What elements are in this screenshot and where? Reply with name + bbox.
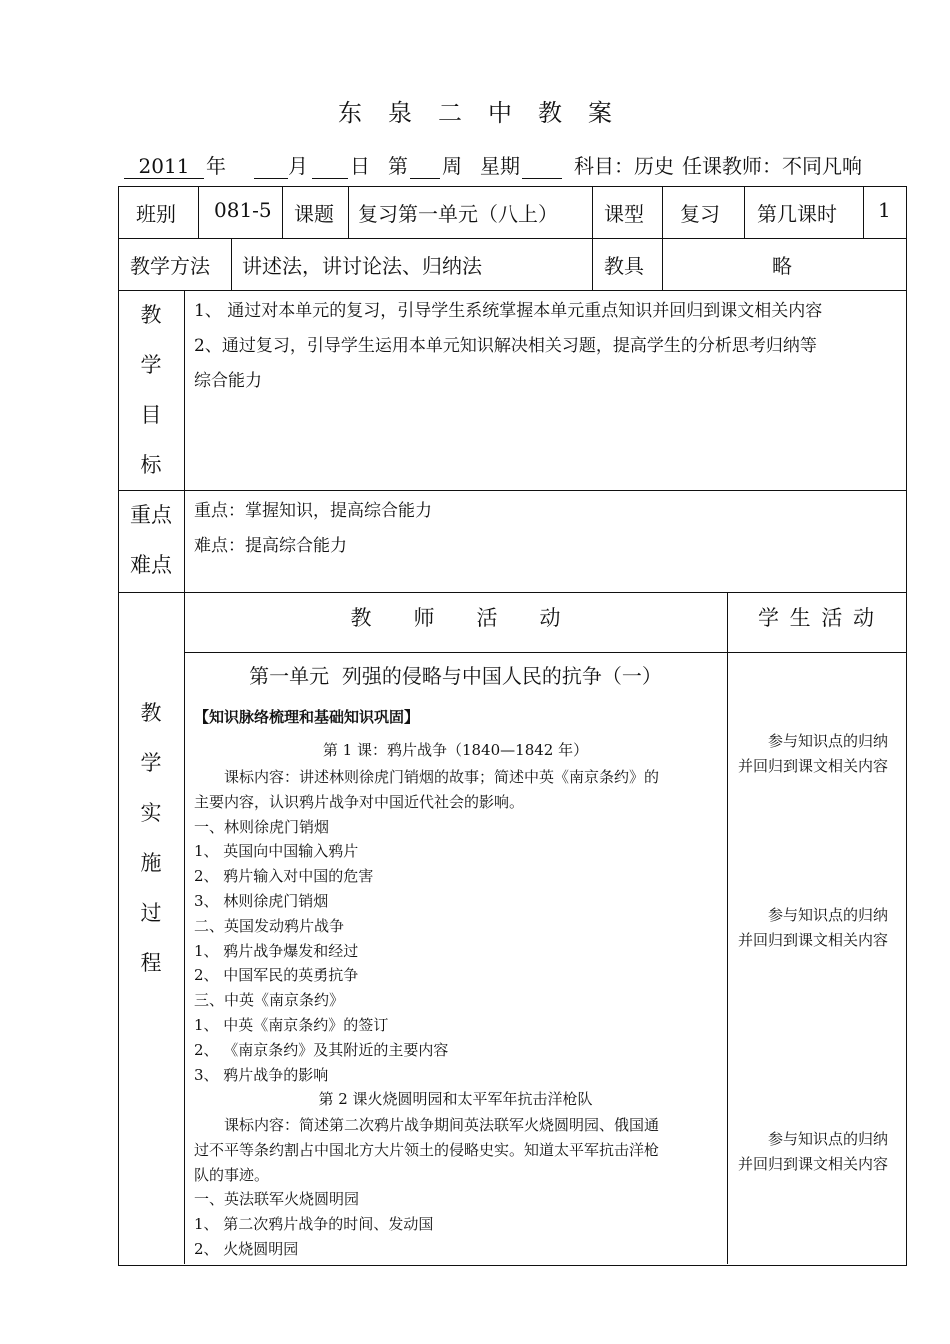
lesson2-line: 2、 火烧圆明园 bbox=[194, 1239, 299, 1258]
week-field bbox=[410, 154, 440, 179]
student-note: 参与知识点的归纳并回归到课文相关内容 bbox=[738, 732, 889, 775]
date-line bbox=[124, 150, 904, 179]
teacher-label: 任课教师：不同凡响 bbox=[682, 154, 862, 178]
class-label: 班别 bbox=[136, 202, 176, 226]
goals-content: 1、 通过对本单元的复习，引导学生系统掌握本单元重点知识并回归到课文相关内容 2、通过复习，引导学生运用本单元知识解决相关习题，提高学生的分析思考归纳等 综合能力 bbox=[194, 301, 823, 391]
lesson1-line: 3、 鸦片战争的影响 bbox=[194, 1065, 329, 1084]
day-field bbox=[312, 154, 348, 179]
lesson1-line: 1、 鸦片战争爆发和经过 bbox=[194, 941, 359, 960]
period-label: 第几课时 bbox=[757, 202, 837, 226]
lesson1-line: 2、 鸦片输入对中国的危害 bbox=[194, 867, 374, 886]
class-value: 081-5 bbox=[214, 198, 272, 222]
student-activity-header: 学 生 活 动 bbox=[757, 606, 877, 630]
page-title: 东泉二中教案 bbox=[338, 99, 638, 127]
lesson1-content bbox=[194, 765, 659, 1087]
lesson1-line: 1、 英国向中国输入鸦片 bbox=[194, 842, 359, 861]
topic-label: 课题 bbox=[294, 202, 334, 226]
year-label: 年 bbox=[206, 154, 226, 178]
lesson1-line: 主要内容，认识鸦片战争对中国近代社会的影响。 bbox=[194, 792, 525, 811]
student-note: 参与知识点的归纳并回归到课文相关内容 bbox=[738, 906, 889, 949]
lesson2-content bbox=[194, 1113, 659, 1262]
month-field bbox=[254, 154, 288, 179]
lesson1-line: 2、 中国军民的英勇抗争 bbox=[194, 966, 359, 985]
day-label: 日 bbox=[350, 154, 370, 178]
lesson2-line: 一、英法联军火烧圆明园 bbox=[194, 1190, 360, 1209]
aids-value: 略 bbox=[772, 254, 792, 278]
year-field: 2011 bbox=[124, 154, 204, 179]
lesson2-line: 队的事迹。 bbox=[194, 1165, 270, 1184]
method-value: 讲述法，讲讨论法、归纳法 bbox=[242, 254, 482, 278]
lesson2-line: 过不平等条约割占中国北方大片领土的侵略史实。知道太平军抗击洋枪 bbox=[194, 1140, 660, 1159]
lesson1-line: 课标内容：讲述林则徐虎门销烟的故事；简述中英《南京条约》的 bbox=[194, 768, 660, 786]
teacher-activity-header: 教 师 活 动 bbox=[350, 606, 561, 630]
goals-label: 教 学 目 标 bbox=[140, 303, 162, 477]
method-label: 教学方法 bbox=[130, 254, 210, 278]
lesson1-title: 第 1 课：鸦片战争（1840—1842 年） bbox=[322, 741, 589, 759]
aids-label: 教具 bbox=[604, 254, 644, 278]
lesson-type-value: 复习 bbox=[680, 202, 720, 226]
lesson2-title: 第 2 课火烧圆明园和太平军年抗击洋枪队 bbox=[318, 1090, 593, 1108]
weekday-label: 星期 bbox=[480, 154, 520, 178]
process-label: 教 学 实 施 过 程 bbox=[140, 701, 162, 975]
lesson1-line: 三、中英《南京条约》 bbox=[194, 991, 345, 1010]
week-label: 周 bbox=[442, 154, 462, 178]
section-header: 【知识脉络梳理和基础知识巩固】 bbox=[194, 708, 420, 726]
week-prefix: 第 bbox=[388, 154, 408, 178]
lesson1-line: 一、林则徐虎门销烟 bbox=[194, 817, 330, 836]
key-points-label: 重点 难点 bbox=[130, 503, 172, 577]
month-label: 月 bbox=[288, 154, 308, 178]
student-note: 参与知识点的归纳并回归到课文相关内容 bbox=[738, 1130, 889, 1173]
lesson2-line: 1、 第二次鸦片战争的时间、发动国 bbox=[194, 1215, 434, 1234]
period-value: 1 bbox=[878, 198, 891, 222]
subject-label: 科目：历史 bbox=[574, 154, 674, 178]
key-points-content: 重点：掌握知识，提高综合能力 难点：提高综合能力 bbox=[194, 501, 432, 556]
unit-title: 第一单元 列强的侵略与中国人民的抗争（一） bbox=[249, 664, 662, 688]
lesson2-line: 课标内容：简述第二次鸦片战争期间英法联军火烧圆明园、俄国通 bbox=[194, 1116, 660, 1134]
lesson1-line: 1、 中英《南京条约》的签订 bbox=[194, 1015, 389, 1034]
lesson1-line: 2、 《南京条约》及其附近的主要内容 bbox=[194, 1040, 449, 1059]
lesson-type-label: 课型 bbox=[604, 202, 644, 226]
lesson1-line: 3、 林则徐虎门销烟 bbox=[194, 891, 329, 910]
topic-value: 复习第一单元（八上） bbox=[358, 202, 558, 226]
weekday-field bbox=[522, 154, 562, 179]
lesson1-line: 二、英国发动鸦片战争 bbox=[194, 916, 345, 935]
